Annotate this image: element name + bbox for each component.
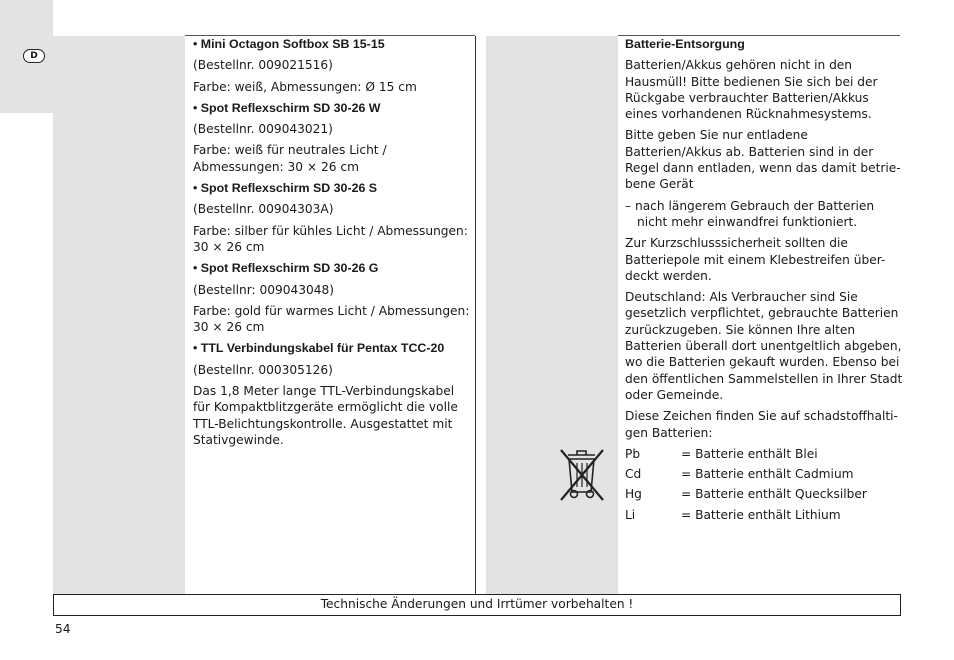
item-description: Farbe: weiß, Abmessungen: Ø 15 cm bbox=[193, 79, 417, 94]
order-number: (Bestellnr. 009043021) bbox=[193, 122, 333, 137]
code-meaning: = Batterie enthält Lithium bbox=[681, 507, 841, 522]
item-heading: • TTL Verbindungskabel für Pentax TCC-20 bbox=[193, 341, 445, 356]
page-number: 54 bbox=[55, 622, 71, 636]
code-row bbox=[625, 507, 905, 523]
code-row bbox=[625, 446, 905, 462]
item-heading: • Mini Octagon Softbox SB 15-15 bbox=[193, 37, 385, 51]
item-description: Das 1,8 Meter lange TTL-Verbindungskabel für Kompaktblitzgeräte ermöglicht die volle TTL-Belichtungskontrolle. Ausgestattet mit Stativgewinde. bbox=[193, 384, 458, 447]
order-number: (Bestellnr. 009021516) bbox=[193, 58, 333, 73]
crossed-out-wheelie-bin-icon bbox=[557, 446, 607, 502]
order-number: (Bestellnr: 009043048) bbox=[193, 282, 335, 297]
order-number: (Bestellnr. 00904303A) bbox=[193, 202, 334, 217]
code-symbol: Cd bbox=[625, 467, 642, 482]
item-description: Farbe: gold für warmes Licht / Abmessungen: 30 × 26 cm bbox=[193, 303, 470, 335]
substance-code-list bbox=[625, 446, 905, 523]
language-badge: D bbox=[23, 49, 45, 63]
code-symbol: Li bbox=[625, 507, 636, 522]
code-meaning: = Batterie enthält Quecksilber bbox=[681, 487, 867, 502]
accessories-column bbox=[193, 36, 473, 453]
right-margin-band bbox=[486, 36, 618, 594]
code-meaning: = Batterie enthält Blei bbox=[681, 446, 818, 461]
battery-disposal-column bbox=[625, 36, 905, 527]
footer-disclaimer-box bbox=[53, 594, 901, 616]
section-title: Batterie-Entsorgung bbox=[625, 37, 745, 51]
item-heading: • Spot Reflexschirm SD 30-26 G bbox=[193, 261, 379, 276]
column-divider bbox=[475, 36, 476, 594]
item-description: Farbe: silber für kühles Licht / Abmessungen: 30 × 26 cm bbox=[193, 223, 468, 254]
item-heading: • Spot Reflexschirm SD 30-26 S bbox=[193, 181, 378, 196]
item-heading: • Spot Reflexschirm SD 30-26 W bbox=[193, 100, 381, 115]
paragraph: Batterien/Akkus gehören nicht in den Hausmüll! Bitte bedienen Sie sich bei der Rückgabe verbrauchter Batterien/Akkus eines vorhandenen Rücknahmesystems. bbox=[625, 58, 878, 122]
code-row bbox=[625, 486, 905, 502]
disclaimer-text: Technische Änderungen und Irrtümer vorbehalten ! bbox=[320, 597, 634, 611]
paragraph: Diese Zeichen finden Sie auf schadstoffhalti-gen Batterien: bbox=[625, 409, 898, 440]
code-meaning: = Batterie enthält Cadmium bbox=[681, 467, 854, 482]
paragraph: Zur Kurzschlusssicherheit sollten die Batteriepole mit einem Klebestreifen über-deckt werden. bbox=[625, 236, 886, 283]
code-row bbox=[625, 466, 905, 482]
left-margin-band bbox=[53, 36, 185, 594]
dash-list-item: – nach längerem Gebrauch der Batterien nicht mehr einwandfrei funktioniert. bbox=[625, 198, 875, 229]
order-number: (Bestellnr. 000305126) bbox=[193, 362, 333, 377]
code-symbol: Pb bbox=[625, 446, 641, 461]
paragraph: Deutschland: Als Verbraucher sind Sie gesetzlich verpflichtet, gebrauchte Batterien zurückzugeben. Sie können Ihre alten Batterien überall dort unentgeltlich abgeben, wo die Batterien gekauft wurden. Ebenso bei den öffentlichen Sammelstellen in Ihrer Stadt oder Gemeinde. bbox=[625, 290, 903, 402]
code-symbol: Hg bbox=[625, 487, 642, 502]
paragraph: Bitte geben Sie nur entladene Batterien/Akkus ab. Batterien sind in der Regel dann entladen, wenn das damit betrie-bene Gerät bbox=[625, 128, 901, 192]
item-description: Farbe: weiß für neutrales Licht / Abmessungen: 30 × 26 cm bbox=[193, 143, 387, 174]
